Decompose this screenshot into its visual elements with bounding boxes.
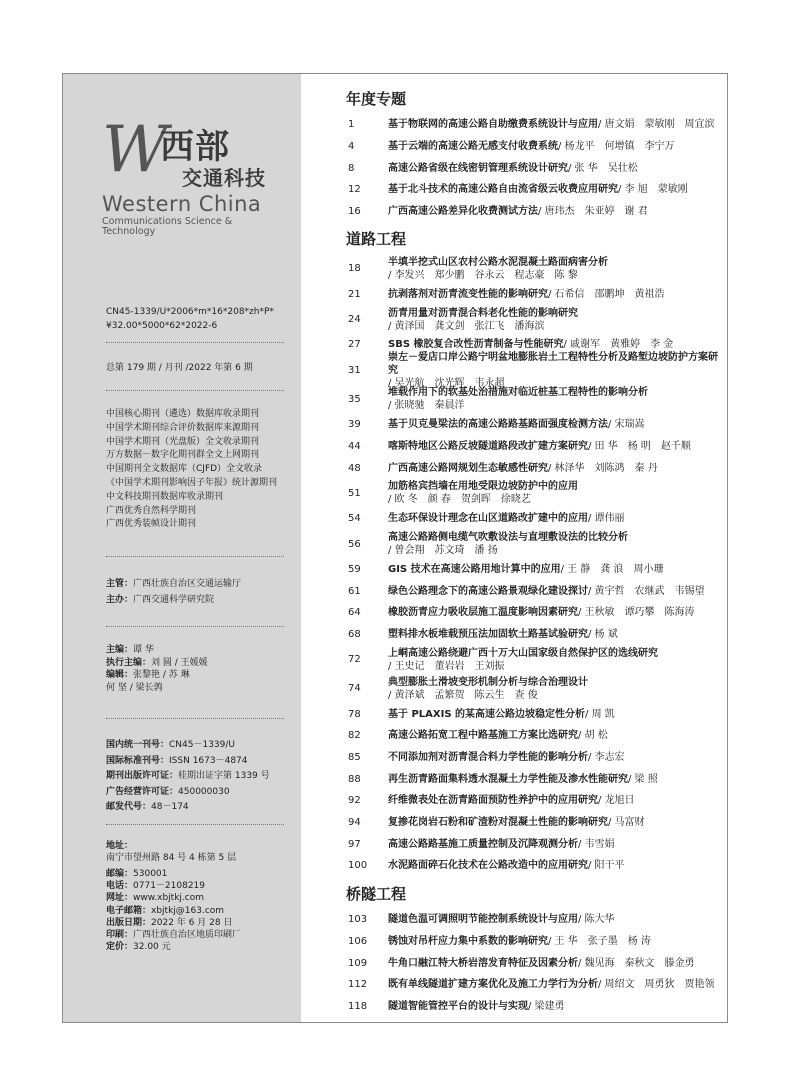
entry-text: [388, 859, 726, 872]
toc-entry[interactable]: [346, 624, 726, 646]
article-authors: / 阳干平: [588, 860, 625, 872]
article-title: 基于贝克曼梁法的高速公路路基路面强度检测方法: [388, 419, 608, 431]
article-authors: / 戚谢军 黄雅婷 李 金: [563, 339, 674, 351]
toc-entry[interactable]: [346, 725, 726, 747]
page-number: 85: [348, 752, 361, 764]
article-authors: / 胡 松: [578, 730, 608, 742]
entry-text: [388, 708, 726, 721]
page-number: 72: [348, 654, 361, 666]
toc-section: [346, 228, 726, 876]
editor-item: [106, 669, 208, 682]
logo-english-title: Western China: [102, 192, 262, 216]
entry-text: [388, 676, 726, 702]
article-title: 加筋格宾挡墙在用地受限边坡防护中的应用: [388, 481, 578, 493]
entry-text: [388, 935, 726, 948]
registration-item-value: 桂期出证字第 1339 号: [178, 771, 270, 782]
article-title: 高速公路省级在线密钥管理系统设计研究: [388, 162, 568, 174]
sponsor-item-label: 主办：: [106, 595, 134, 605]
page-number: 16: [348, 206, 361, 218]
article-title: 半填半挖式山区农村公路水泥混凝土路面病害分析: [388, 256, 608, 268]
article-title: 高速公路路基施工质量控制及沉降观测分析: [388, 838, 578, 850]
page-number: 1: [348, 119, 355, 131]
page-number: 8: [348, 162, 355, 174]
logo-chinese-subtitle: 交通科技: [182, 166, 266, 190]
page-number: 4: [348, 141, 355, 153]
code-line-2: ¥32.00*5000*62*2022-6: [106, 320, 218, 331]
logo-chinese-title: 西部: [160, 127, 230, 167]
registration-item: [106, 800, 270, 816]
article-title: 广西高速公路差异化收费测试方法: [388, 206, 538, 218]
entry-text: [388, 628, 726, 641]
article-title: 复掺花岗岩石粉和矿渣粉对混凝土性能的影响研究: [388, 817, 608, 829]
contact-item: [106, 905, 241, 917]
article-authors: / 杨龙平 何增镇 李宁万: [558, 141, 675, 153]
article-authors: / 梁建勇: [528, 1000, 565, 1012]
article-title: 塑料排水板堆载预压法加固软土路基试验研究: [388, 628, 588, 640]
article-title: 锈蚀对吊杆应力集中系数的影响研究: [388, 935, 548, 947]
toc-entry[interactable]: [346, 436, 726, 458]
toc-entry[interactable]: [346, 530, 726, 559]
page-number: 100: [348, 860, 368, 872]
section-title: 桥隧工程: [346, 884, 407, 903]
article-authors: / 梁 照: [628, 773, 658, 785]
editor-item: [106, 682, 208, 695]
article-authors: / 李志宏: [588, 752, 625, 764]
page-number: 68: [348, 628, 361, 640]
registration-item-value: 48－174: [151, 802, 189, 813]
toc-entry[interactable]: [346, 508, 726, 530]
page-number: 35: [348, 393, 361, 405]
toc-entry[interactable]: [346, 747, 726, 769]
publication-code: [106, 306, 274, 333]
registration-item-label: 期刊出版许可证：: [106, 771, 179, 782]
article-authors: / 黄泽斌 孟繁贺 陈云生 查 俊: [388, 689, 538, 701]
indexing-list: [106, 408, 277, 532]
contact-item-value: 2022 年 6 月 28 日: [151, 917, 233, 928]
contact-item-value: 530001: [133, 869, 168, 879]
entry-text: [388, 647, 726, 673]
contact-item-label: 电话：: [106, 881, 134, 892]
entry-text: [388, 183, 726, 196]
article-authors: / 李 旭 蒙敏刚: [618, 184, 688, 196]
article-authors: / 黄宇哲 农继武 韦锡望: [588, 585, 705, 597]
toc-entry[interactable]: [346, 812, 726, 834]
contact-item-value: 广西壮族自治区地质印刷厂: [133, 930, 242, 941]
registration-item-label: 国际标准刊号：: [106, 755, 170, 766]
toc-entry[interactable]: [346, 457, 726, 479]
contact-item-value: 0771－2108219: [133, 881, 206, 892]
page-number: 74: [348, 683, 361, 695]
entry-text: [388, 606, 726, 619]
indexing-item: 广西优秀自然科学期刊: [106, 505, 197, 516]
page-number: 56: [348, 538, 361, 550]
toc-entry[interactable]: [346, 559, 726, 581]
entry-text: [388, 773, 726, 786]
divider: [106, 556, 284, 557]
article-title: 高速公路路侧电缆气吹敷设法与直埋敷设法的比较分析: [388, 532, 628, 544]
article-title: 隧道智能管控平台的设计与实现: [388, 1000, 528, 1012]
contact-item-value: xbjtkj@163.com: [151, 905, 225, 916]
article-title: 崇左－爱店口岸公路宁明盆地膨胀岩土工程特性分析及路堑边坡防护方案研究: [388, 351, 718, 376]
toc-entry[interactable]: [346, 602, 726, 624]
page-number: 97: [348, 838, 361, 850]
article-authors: / 周 凯: [585, 708, 615, 720]
registration-item-value: 450000030: [178, 786, 230, 797]
toc-entry[interactable]: [346, 952, 726, 974]
indexing-item: 中国期刊全文数据库（CJFD）全文收录: [106, 464, 263, 475]
address-block: [106, 840, 236, 864]
toc-entry[interactable]: [346, 414, 726, 436]
entry-text: [388, 351, 726, 390]
toc-entry[interactable]: [346, 179, 726, 201]
article-authors: / 魏见海 秦秋文 滕金勇: [578, 957, 695, 969]
toc-entry[interactable]: [346, 254, 726, 283]
address-label: 地址：: [106, 841, 134, 851]
indexing-item: 万方数据－数字化期刊群全文上网期刊: [106, 450, 260, 461]
page-number: 106: [348, 935, 368, 947]
editor-item-value: 刘 圆 / 王媛媛: [151, 657, 208, 668]
article-title: 广西高速公路网规划生态敏感性研究: [388, 462, 548, 474]
editor-item-label: 编辑：: [106, 670, 134, 680]
entry-text: [388, 162, 726, 175]
logo-english-subtitle: Communications Science & Technology: [102, 216, 233, 237]
article-authors: / 陈大华: [578, 914, 615, 926]
entry-text: [388, 585, 726, 598]
article-authors: / 林泽华 刘陈鸿 秦 丹: [548, 462, 658, 474]
article-authors: / 宋瑞嵩: [608, 419, 645, 431]
article-title: 喀斯特地区公路反坡隧道路段改扩建方案研究: [388, 440, 588, 452]
toc-entry[interactable]: [346, 645, 726, 674]
contact-item-label: 出版日期：: [106, 917, 152, 928]
entry-text: [388, 338, 726, 351]
page-number: 118: [348, 1000, 368, 1012]
article-authors: / 田 华 杨 明 赵千顺: [588, 440, 691, 452]
article-title: 沥青用量对沥青混合料老化性能的影响研究: [388, 307, 578, 319]
divider: [106, 626, 284, 627]
article-authors: / 王 静 龚 浪 周小珊: [560, 563, 664, 575]
entry-text: [388, 288, 726, 301]
contact-item: [106, 941, 241, 953]
page-number: 44: [348, 440, 361, 452]
contact-item: [106, 917, 241, 929]
toc-entry[interactable]: [346, 385, 726, 414]
registration-item-label: 国内统一刊号：: [106, 740, 170, 750]
contact-item-value: www.xbjtkj.com: [133, 893, 204, 904]
toc-entry[interactable]: [346, 479, 726, 508]
registration-list: [106, 738, 270, 816]
article-title: 橡胶沥青应力吸收层施工温度影响因素研究: [388, 607, 578, 619]
entry-text: [388, 729, 726, 742]
indexing-item: 中国学术期刊（光盘版）全文收录期刊: [106, 436, 260, 447]
registration-item-value: CN45－1339/U: [169, 740, 236, 750]
article-title: 上峒高速公路绕避广西十万大山国家级自然保护区的选线研究: [388, 647, 658, 659]
section-title: 年度专题: [346, 90, 407, 108]
registration-item: [106, 769, 270, 785]
article-title: 基于物联网的高速公路自助缴费系统设计与应用: [388, 119, 598, 131]
toc-entry[interactable]: [346, 855, 726, 877]
page-number: 103: [348, 914, 368, 926]
editor-item: [106, 644, 208, 657]
registration-item-label: 邮发代号：: [106, 802, 152, 813]
entry-text: [388, 386, 726, 412]
editor-item-value: 谭 华: [133, 645, 154, 655]
entry-text: [388, 140, 726, 153]
page-number: 92: [348, 795, 361, 807]
article-authors: / 欧 冬 颜 春 贺剑晖 徐晓艺: [388, 494, 531, 506]
entry-text: [388, 751, 726, 764]
entry-text: [388, 957, 726, 970]
article-title: 既有单线隧道扩建方案优化及施工力学行为分析: [388, 979, 598, 991]
contact-list: [106, 868, 241, 953]
entry-text: [388, 563, 726, 576]
toc-entry[interactable]: [346, 674, 726, 703]
page-number: 18: [348, 263, 361, 275]
section-title: 道路工程: [346, 230, 407, 249]
contact-item-label: 定价：: [106, 942, 134, 953]
sponsor-item: [106, 576, 241, 592]
article-authors: / 王史记 董岩岩 王刘振: [388, 660, 505, 672]
article-title: 典型膨胀土滑坡变形机制分析与综合治理设计: [388, 676, 588, 688]
editor-item-label: 主编：: [106, 645, 134, 655]
page-number: 112: [348, 979, 368, 991]
toc-entry[interactable]: [346, 136, 726, 158]
page-number: 61: [348, 585, 361, 597]
page-number: 94: [348, 817, 361, 829]
contact-item-label: 电子邮箱：: [106, 905, 152, 916]
article-authors: / 周绍文 周勇狄 贾艳领: [598, 979, 715, 991]
article-authors: / 谭伟丽: [588, 513, 625, 525]
contact-item-label: 印刷：: [106, 930, 134, 941]
logo-w-mark: W: [102, 113, 168, 187]
article-authors: / 马富财: [608, 817, 645, 829]
toc-entry[interactable]: [346, 768, 726, 790]
entry-text: [388, 913, 726, 926]
page-number: 78: [348, 708, 361, 720]
editor-item-label: 执行主编：: [106, 657, 152, 668]
registration-item-label: 广告经营许可证：: [106, 786, 179, 797]
toc-entry[interactable]: [346, 909, 726, 931]
registration-item: [106, 738, 270, 754]
sponsor-item-value: 广西壮族自治区交通运输厅: [133, 579, 242, 589]
article-authors: / 龙旭日: [598, 795, 635, 807]
sponsor-list: [106, 576, 241, 608]
toc-entry[interactable]: [346, 283, 726, 305]
code-line-1: CN45-1339/U*2006*m*16*208*zh*P*: [106, 307, 274, 317]
editor-list: [106, 644, 208, 694]
toc-entry[interactable]: [346, 580, 726, 602]
entry-text: [388, 418, 726, 431]
toc-entry[interactable]: [346, 305, 726, 334]
editor-item-value: 何 坚 / 梁长鹑: [106, 682, 163, 693]
editor-item-value: 张黎艳 / 苏 琳: [133, 670, 190, 680]
toc-entry[interactable]: [346, 351, 726, 389]
contact-item: [106, 868, 241, 880]
entry-text: [388, 1000, 726, 1013]
page-number: 27: [348, 339, 361, 351]
entry-text: [388, 307, 726, 333]
article-authors: / 李发兴 郑少鹏 谷永云 程志豪 陈 黎: [388, 269, 578, 281]
indexing-item: 中国学术期刊综合评价数据库来源期刊: [106, 422, 260, 433]
toc-section: [346, 88, 726, 222]
article-title: GIS 技术在高速公路用地计算中的应用: [388, 563, 561, 575]
article-authors: / 韦雪娟: [578, 838, 615, 850]
article-title: 基于 PLAXIS 的某高速公路边坡稳定性分析: [388, 708, 586, 720]
divider: [106, 342, 284, 343]
article-authors: / 王 华 张子墨 杨 涛: [548, 935, 651, 947]
entry-text: [388, 480, 726, 506]
contact-item: [106, 880, 241, 892]
article-authors: / 王秋敏 谭巧攀 陈海涛: [578, 607, 695, 619]
article-authors: / 唐文娟 蒙敏刚 周宜滨: [598, 119, 715, 131]
article-title: 抗剥落剂对沥青流变性能的影响研究: [388, 288, 548, 300]
toc-section: [346, 883, 726, 1017]
editor-item: [106, 657, 208, 670]
sponsor-item-value: 广西交通科学研究院: [133, 595, 215, 605]
contact-item: [106, 929, 241, 941]
address-value: 南宁市望州路 84 号 4 栋第 5 层: [106, 853, 237, 863]
article-title: 绿色公路理念下的高速公路景观绿化建设探讨: [388, 585, 588, 597]
toc-entry[interactable]: [346, 833, 726, 855]
article-title: 生态环保设计理念在山区道路改扩建中的应用: [388, 513, 588, 525]
entry-text: [388, 531, 726, 557]
contact-item-value: 32.00 元: [133, 942, 171, 953]
sponsor-item-label: 主管：: [106, 579, 134, 589]
registration-item-value: ISSN 1673－4874: [169, 755, 248, 766]
article-title: 高速公路拓宽工程中路基施工方案比选研究: [388, 730, 578, 742]
toc-entry[interactable]: [346, 157, 726, 179]
issue-info: 总第 179 期 / 月刊 /2022 年第 6 期: [106, 363, 253, 373]
divider: [106, 390, 284, 391]
contact-item-label: 网址：: [106, 893, 134, 904]
entry-text: [388, 978, 726, 991]
indexing-item: 《中国学术期刊影响因子年报》统计源期刊: [106, 477, 278, 488]
article-title: 再生沥青路面集料透水混凝土力学性能及渗水性能研究: [388, 773, 628, 785]
article-authors: / 曾会翔 苏文琦 潘 扬: [388, 545, 498, 557]
article-title: 隧道色温可调照明节能控制系统设计与应用: [388, 914, 578, 926]
page-number: 39: [348, 419, 361, 431]
article-title: 牛角口融江特大桥岩溶发育特征及因素分析: [388, 957, 578, 969]
contact-item-label: 邮编：: [106, 869, 134, 879]
entry-text: [388, 794, 726, 807]
page-number: 54: [348, 513, 361, 525]
toc-entry[interactable]: [346, 974, 726, 996]
page-number: 24: [348, 314, 361, 326]
toc-entry[interactable]: [346, 931, 726, 953]
page-number: 12: [348, 184, 361, 196]
toc-entry[interactable]: [346, 703, 726, 725]
entry-text: [388, 118, 726, 131]
sponsor-item: [106, 592, 241, 608]
indexing-item: 中国核心期刊（遴选）数据库收录期刊: [106, 409, 260, 419]
registration-item: [106, 785, 270, 801]
article-title: 不同添加剂对沥青混合料力学性能的影响分析: [388, 752, 588, 764]
entry-text: [388, 205, 726, 218]
page-number: 59: [348, 563, 361, 575]
article-title: 基于北斗技术的高速公路自由流省级云收费应用研究: [388, 184, 618, 196]
page-number: 31: [348, 364, 361, 376]
journal-logo: [102, 113, 274, 237]
entry-text: [388, 816, 726, 829]
toc-entry[interactable]: [346, 996, 726, 1018]
page-number: 21: [348, 288, 361, 300]
indexing-item: 中文科技期刊数据库收录期刊: [106, 491, 224, 502]
article-authors: / 石希信 邵鹏坤 黄祖浩: [548, 288, 665, 300]
article-authors: / 张 华 吴壮松: [568, 162, 638, 174]
page-number: 48: [348, 462, 361, 474]
entry-text: [388, 440, 726, 453]
entry-text: [388, 512, 726, 525]
page-number: 109: [348, 957, 368, 969]
entry-text: [388, 838, 726, 851]
toc-entry[interactable]: [346, 114, 726, 136]
registration-item: [106, 754, 270, 770]
indexing-item: 广西优秀装帧设计期刊: [106, 519, 197, 530]
divider: [106, 824, 284, 825]
entry-text: [388, 462, 726, 475]
article-title: 纤维微表处在沥青路面预防性养护中的应用研究: [388, 795, 598, 807]
article-title: 基于云端的高速公路无感支付收费系统: [388, 141, 558, 153]
entry-text: [388, 256, 726, 282]
article-title: 水泥路面碎石化技术在公路改造中的应用研究: [388, 860, 588, 872]
article-authors: / 黄泽国 龚文剑 张江飞 潘海滨: [388, 320, 545, 332]
article-title: 堆载作用下的软基处治措施对临近桩基工程特性的影响分析: [388, 387, 648, 399]
article-authors: / 吴光航 沈光辉 韦永超: [388, 377, 505, 389]
article-title: SBS 橡胶复合改性沥青制备与性能研究: [388, 339, 564, 351]
page-number: 82: [348, 730, 361, 742]
toc-entry[interactable]: [346, 201, 726, 223]
page-number: 51: [348, 487, 361, 499]
divider: [106, 718, 284, 719]
article-authors: / 张晓驰 秦晨洋: [388, 400, 465, 412]
page-number: 88: [348, 773, 361, 785]
table-of-contents: [346, 88, 726, 1017]
toc-entry[interactable]: [346, 790, 726, 812]
article-authors: / 唐玮杰 朱亚婷 谢 君: [538, 206, 648, 218]
article-authors: / 杨 斌: [588, 628, 618, 640]
page-number: 64: [348, 607, 361, 619]
contact-item: [106, 892, 241, 904]
